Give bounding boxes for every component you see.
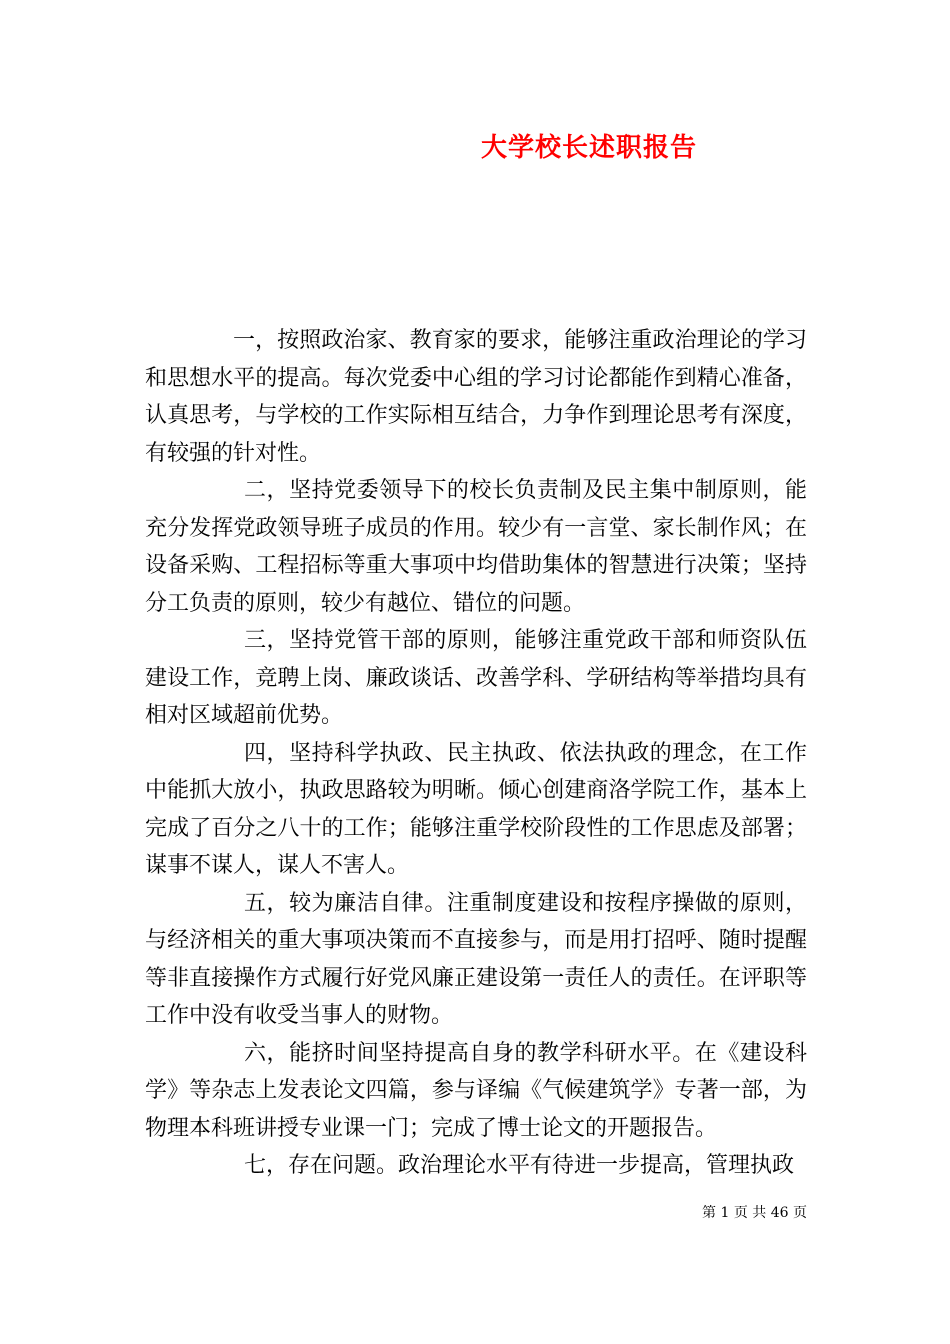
document-title: 大学校长述职报告 (480, 133, 697, 163)
page-number-footer: 第 1 页 共 46 页 (702, 1205, 807, 1221)
paragraph-4: 四，坚持科学执政、民主执政、依法执政的理念，在工作中能抓大放小，执政思路较为明晰。倾心创建商洛学院工作，基本上完成了百分之八十的工作；能够注重学校阶段性的工作思虑及部署；谋事不谋人，谋人不害人。 (145, 740, 807, 878)
paragraph-2: 二，坚持党委领导下的校长负责制及民主集中制原则，能充分发挥党政领导班子成员的作用。较少有一言堂、家长制作风；在设备采购、工程招标等重大事项中均借助集体的智慧进行决策；坚持分工负责的原则，较少有越位、错位的问题。 (145, 478, 807, 616)
paragraph-1: 一，按照政治家、教育家的要求，能够注重政治理论的学习和思想水平的提高。每次党委中心组的学习讨论都能作到精心准备，认真思考，与学校的工作实际相互结合，力争作到理论思考有深度，有较强的针对性。 (145, 328, 807, 466)
document-body (145, 322, 807, 1185)
paragraph-7: 七，存在问题。政治理论水平有待进一步提高，管理执政 (244, 1153, 795, 1178)
paragraph-3: 三，坚持党管干部的原则，能够注重党政干部和师资队伍建设工作，竞聘上岗、廉政谈话、改善学科、学研结构等举措均具有相对区域超前优势。 (145, 628, 807, 728)
paragraph-6: 六，能挤时间坚持提高自身的教学科研水平。在《建设科学》等杂志上发表论文四篇，参与译编《气候建筑学》专著一部，为物理本科班讲授专业课一门；完成了博士论文的开题报告。 (145, 1040, 807, 1141)
paragraph-5: 五，较为廉洁自律。注重制度建设和按程序操做的原则，与经济相关的重大事项决策而不直接参与，而是用打招呼、随时提醒等非直接操作方式履行好党风廉正建设第一责任人的责任。在评职等工作中没有收受当事人的财物。 (145, 890, 807, 1028)
